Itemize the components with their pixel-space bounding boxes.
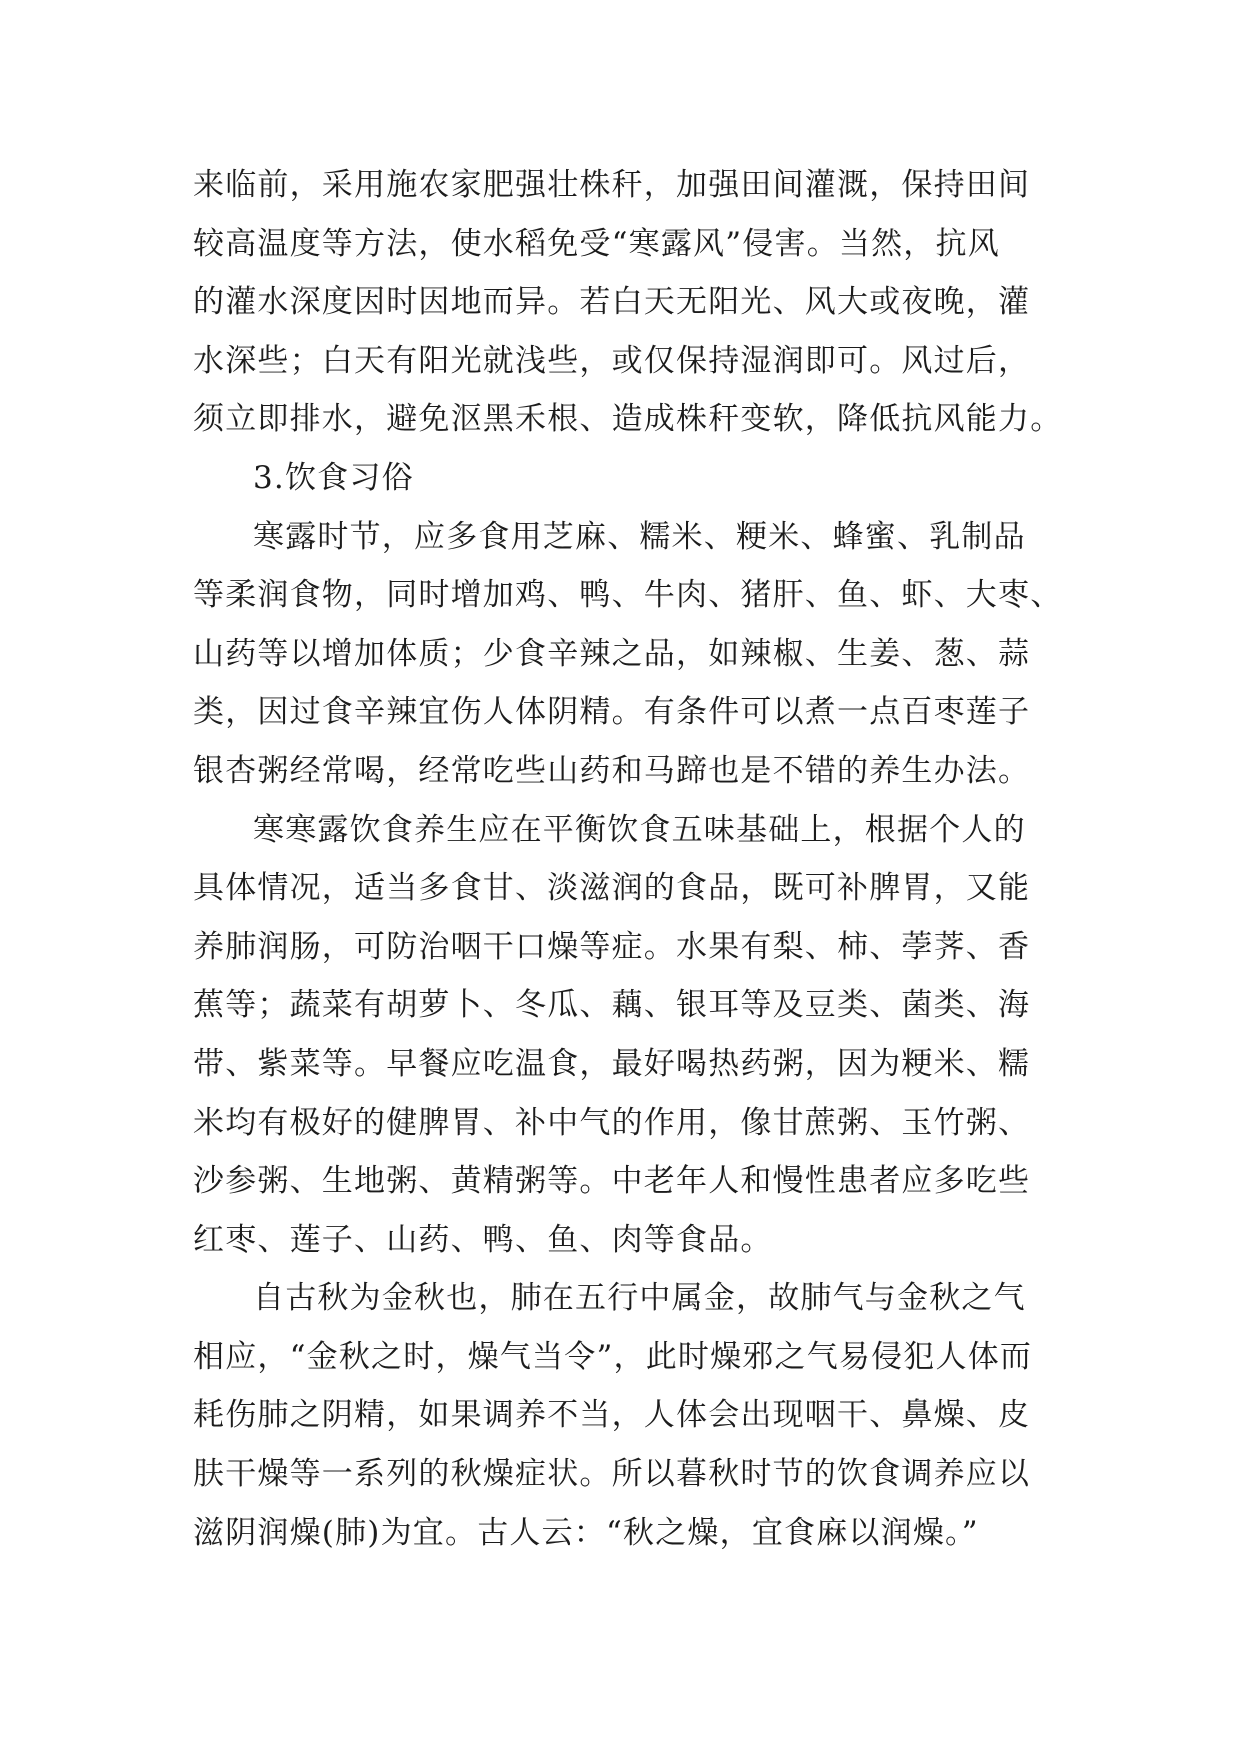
text-line: 沙参粥、生地粥、黄精粥等。中老年人和慢性患者应多吃些 [193,1163,1031,1200]
text-line: 相应，“金秋之时，燥气当令”，此时燥邪之气易侵犯人体而 [193,1338,1033,1375]
document-body [193,156,1063,1562]
text-line: 具体情况，适当多食甘、淡滋润的食品，既可补脾胃，又能 [193,870,1031,907]
text-line: 肤干燥等一系列的秋燥症状。所以暮秋时节的饮食调养应以 [193,1456,1031,1493]
text-line: 银杏粥经常喝，经常吃些山药和马蹄也是不错的养生办法。 [193,752,1031,789]
text-line: 的灌水深度因时因地而异。若白天无阳光、风大或夜晚，灌 [193,284,1031,321]
text-line: 养肺润肠，可防治咽干口燥等症。水果有梨、柿、荸荠、香 [193,928,1031,965]
text-line: 蕉等；蔬菜有胡萝卜、冬瓜、藕、银耳等及豆类、菌类、海 [193,987,1031,1024]
text-line: 山药等以增加体质；少食辛辣之品，如辣椒、生姜、葱、蒜 [193,635,1031,672]
text-line: 自古秋为金秋也，肺在五行中属金，故肺气与金秋之气 [253,1280,1026,1317]
text-line: 类，因过食辛辣宜伤人体阴精。有条件可以煮一点百枣莲子 [193,694,1031,731]
text-line: 来临前，采用施农家肥强壮株秆，加强田间灌溉，保持田间 [193,167,1031,203]
text-line: 等柔润食物，同时增加鸡、鸭、牛肉、猪肝、鱼、虾、大枣、 [193,577,1063,614]
text-line: 须立即排水，避免沤黑禾根、造成株秆变软，降低抗风能力。 [193,401,1063,438]
text-line: 3.饮食习俗 [253,459,414,496]
text-line: 水深些；白天有阳光就浅些，或仅保持湿润即可。风过后， [193,342,1031,379]
text-line: 带、紫菜等。早餐应吃温食，最好喝热药粥，因为粳米、糯 [193,1045,1031,1082]
text-line: 耗伤肺之阴精，如果调养不当，人体会出现咽干、鼻燥、皮 [193,1397,1031,1434]
text-line: 寒露时节，应多食用芝麻、糯米、粳米、蜂蜜、乳制品 [253,518,1026,555]
text-line: 较高温度等方法，使水稻免受“寒露风”侵害。当然，抗风 [193,225,1000,262]
text-line: 米均有极好的健脾胃、补中气的作用，像甘蔗粥、玉竹粥、 [193,1104,1031,1141]
text-line: 寒寒露饮食养生应在平衡饮食五味基础上，根据个人的 [253,811,1026,848]
text-line: 滋阴润燥(肺)为宜。古人云：“秋之燥，宜食麻以润燥。” [193,1514,979,1551]
text-line: 红枣、莲子、山药、鸭、鱼、肉等食品。 [193,1221,773,1258]
